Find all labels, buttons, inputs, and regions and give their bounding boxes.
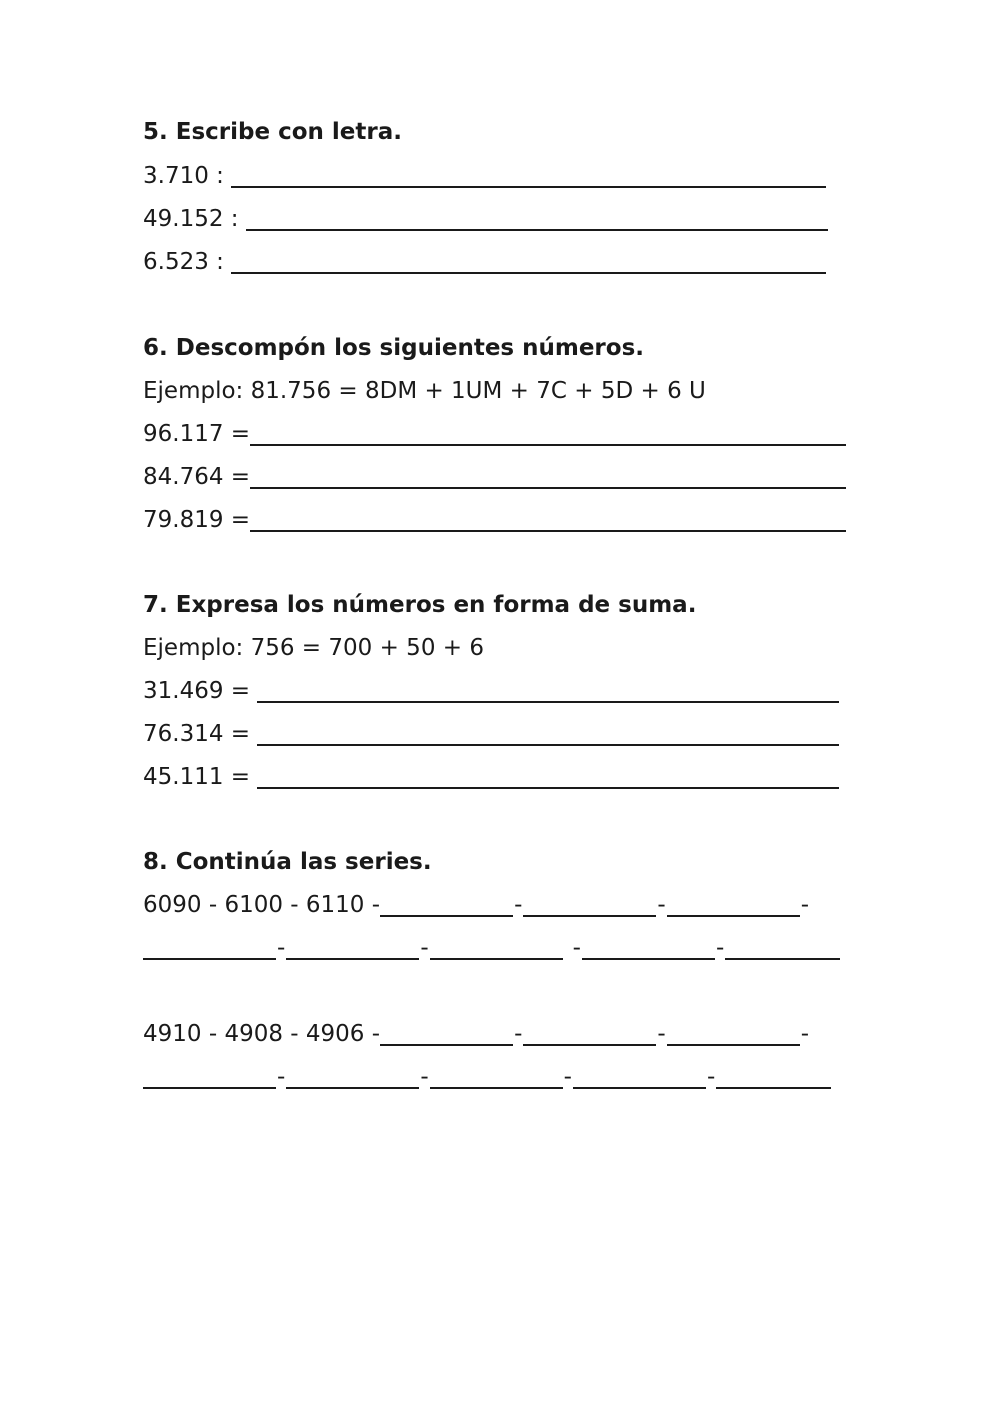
section-8-heading: 8. Continúa las series. — [143, 849, 432, 875]
row-label: 31.469 = — [143, 678, 258, 704]
section-7-example: Ejemplo: 756 = 700 + 50 + 6 — [143, 635, 484, 661]
series-2-prefix: 4910 - 4908 - 4906 - — [143, 1021, 381, 1047]
series-blank[interactable] — [286, 1065, 419, 1089]
series-blank[interactable] — [573, 1065, 706, 1089]
section-6-example: Ejemplo: 81.756 = 8DM + 1UM + 7C + 5D + 6 U — [143, 378, 706, 404]
section-5-row-2 — [143, 205, 828, 233]
section-6-row-2 — [143, 463, 846, 491]
worksheet-page — [143, 0, 863, 1413]
series-blank[interactable] — [523, 1022, 656, 1046]
section-6-row-3 — [143, 506, 846, 534]
series-separator: - — [800, 1021, 809, 1047]
row-label: 6.523 : — [143, 249, 232, 275]
series-blank[interactable] — [286, 936, 419, 960]
answer-blank[interactable] — [246, 207, 828, 231]
series-blank[interactable] — [523, 893, 656, 917]
row-label: 79.819 = — [143, 507, 251, 533]
answer-blank[interactable] — [250, 465, 846, 489]
series-separator: - — [572, 935, 581, 961]
series-separator: - — [657, 1021, 666, 1047]
section-6-heading: 6. Descompón los siguientes números. — [143, 335, 645, 361]
series-blank[interactable] — [716, 1065, 831, 1089]
section-5-row-3 — [143, 248, 826, 276]
section-7-heading: 7. Expresa los números en forma de suma. — [143, 592, 697, 618]
section-5-row-1 — [143, 162, 826, 190]
series-blank[interactable] — [667, 893, 800, 917]
row-label: 96.117 = — [143, 421, 251, 447]
row-label: 84.764 = — [143, 464, 251, 490]
series-blank[interactable] — [582, 936, 715, 960]
series-separator: - — [706, 1064, 716, 1090]
series-blank[interactable] — [667, 1022, 800, 1046]
series-separator: - — [514, 892, 523, 918]
series-blank[interactable] — [143, 1065, 276, 1089]
series-separator: - — [657, 892, 666, 918]
series-separator: - — [420, 1064, 429, 1090]
section-7-row-1 — [143, 677, 839, 705]
series-blank[interactable] — [380, 1022, 513, 1046]
series-separator: - — [420, 935, 429, 961]
answer-blank[interactable] — [257, 765, 839, 789]
series-1-prefix: 6090 - 6100 - 6110 - — [143, 892, 381, 918]
answer-blank[interactable] — [257, 679, 839, 703]
series-2-line-2 — [143, 1063, 831, 1091]
answer-blank[interactable] — [250, 422, 846, 446]
series-separator: - — [563, 1064, 572, 1090]
series-blank[interactable] — [725, 936, 840, 960]
series-blank[interactable] — [380, 893, 513, 917]
series-blank[interactable] — [430, 936, 563, 960]
series-separator: - — [715, 935, 725, 961]
series-1-line-2 — [143, 934, 840, 962]
row-label: 76.314 = — [143, 721, 258, 747]
row-label: 45.111 = — [143, 764, 258, 790]
series-1-line-1 — [143, 891, 810, 919]
answer-blank[interactable] — [231, 164, 826, 188]
series-blank[interactable] — [430, 1065, 563, 1089]
series-separator: - — [277, 1064, 286, 1090]
series-2-line-1 — [143, 1020, 810, 1048]
row-label: 3.710 : — [143, 163, 232, 189]
series-separator: - — [800, 892, 809, 918]
section-5-heading: 5. Escribe con letra. — [143, 119, 402, 145]
row-label: 49.152 : — [143, 206, 246, 232]
answer-blank[interactable] — [231, 250, 826, 274]
answer-blank[interactable] — [257, 722, 839, 746]
answer-blank[interactable] — [250, 508, 846, 532]
section-7-row-2 — [143, 720, 839, 748]
series-separator: - — [514, 1021, 523, 1047]
section-6-row-1 — [143, 420, 846, 448]
series-blank[interactable] — [143, 936, 276, 960]
series-separator: - — [277, 935, 286, 961]
section-7-row-3 — [143, 763, 839, 791]
